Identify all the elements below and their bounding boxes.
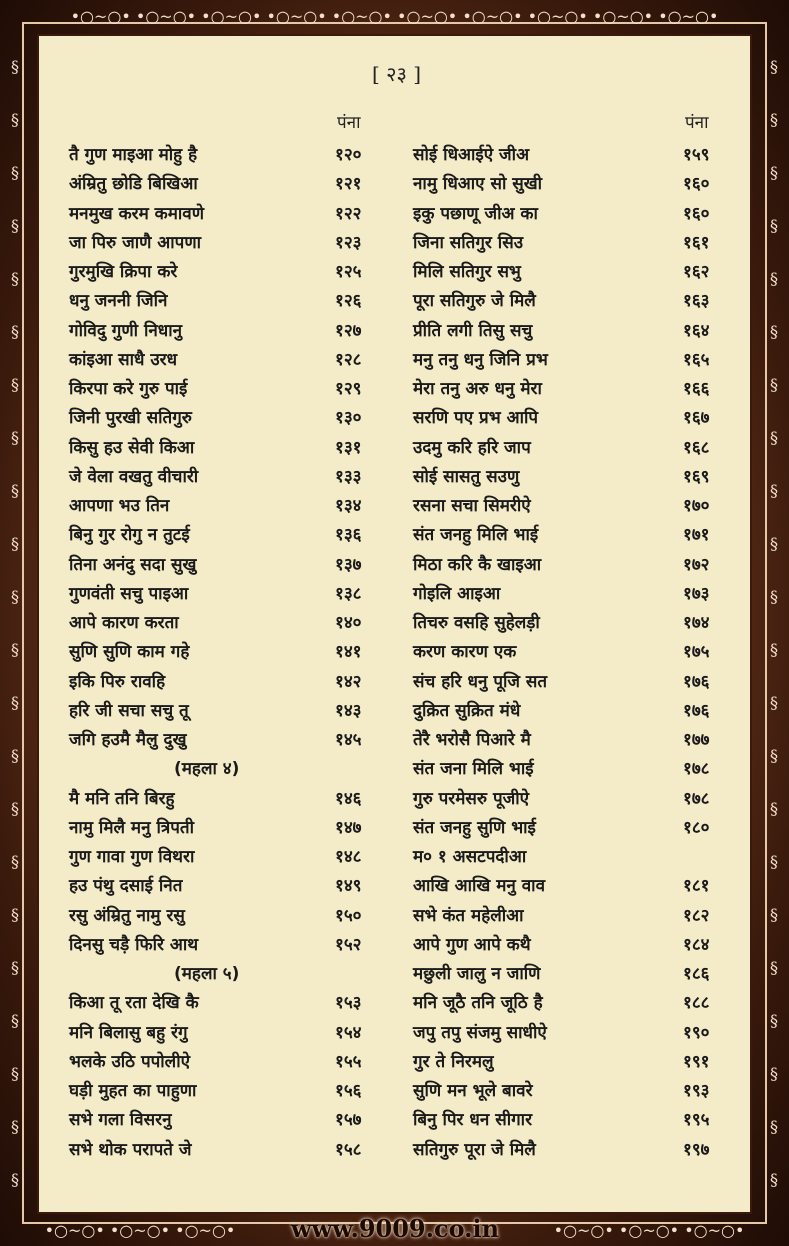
left_column-entry-page: १५७ [335, 1110, 362, 1131]
right_column-entry-title: सुणि मन भूले बावरे [413, 1081, 533, 1101]
right_column-entry-page: १९५ [683, 1110, 710, 1131]
right_column-entry-page: १९१ [683, 1051, 710, 1072]
left_column-entry-title: हरि जी सचा सचु तू [69, 700, 189, 721]
left_column-entry-title: कांइआ साधै उरध [69, 349, 178, 370]
left_column-entry-page: १५८ [335, 1139, 362, 1160]
right_column-entry-title: मिलि सतिगुर सभु [413, 262, 521, 282]
right_column-entry-title: नामु धिआए सो सुखी [413, 174, 543, 195]
left_column-entry-page: १२५ [335, 262, 362, 282]
right_column-entry-title: संत जनहु मिलि भाई [413, 525, 539, 546]
right_column-entry-title: तिचरु वसहि सुहेलड़ी [413, 613, 540, 633]
right_column-entry-title: उदमु करि हरि जाप [413, 437, 531, 458]
right_column-entry-title: पूरा सतिगुरु जे मिलै [413, 291, 536, 312]
left_column-entry-title: आपणा भउ तिन [69, 496, 170, 516]
right_column-entry-title: जिना सतिगुर सिउ [413, 232, 524, 253]
left_column-entry-page: १४५ [335, 730, 362, 750]
right_column-entry-page: १६५ [683, 349, 710, 370]
right_column-entry-page: १९३ [683, 1081, 710, 1101]
right_column-entry-page: १६० [683, 174, 710, 195]
left_column-entry-title: आपे कारण करता [69, 613, 179, 633]
left_column-entry-title: जे वेला वखतु वीचारी [69, 466, 199, 487]
right_column-entry-page: १७८ [683, 759, 710, 780]
right_column-entry-page: १६३ [683, 291, 710, 312]
right_column-entry-title: गोइलि आइआ [413, 583, 501, 604]
right_column-entry-page: १६६ [683, 379, 710, 399]
left_column-entry-title: भलके उठि पपोलीऐ [69, 1051, 191, 1072]
left_column-entry-title: गुरमुखि क्रिपा करे [69, 262, 178, 282]
left_column-entry-title: सुणि सुणि काम गहे [69, 642, 190, 663]
right_column-entry-title: तेरै भरोसै पिआरे मै [413, 730, 531, 750]
left_column-entry-title: मनमुख करम कमावणे [69, 203, 205, 224]
right_column-entry-title: रसना सचा सिमरीऐ [413, 496, 531, 516]
left_column-entry-title: जगि हउमै मैलु दुखु [69, 730, 187, 750]
left_column-entry-page: १४१ [335, 642, 362, 663]
left_column-entry-page: १२८ [335, 349, 362, 370]
left_column-entry-title: सभे थोक परापते जे [69, 1139, 192, 1160]
right_column-entry-title: इकु पछाणू जीअ का [413, 203, 538, 224]
right_column-entry-page: १५९ [683, 145, 710, 165]
right_column-entry-title: आपे गुण आपे कथै [413, 934, 531, 955]
right_column-entry-page: १६९ [683, 466, 710, 487]
left_column-entry-page: १२७ [335, 320, 362, 341]
right_column-entry-page: १७४ [683, 613, 710, 633]
right_column-entry-title: मेरा तनु अरु धनु मेरा [413, 379, 542, 399]
right_column-entry-page: १७८ [683, 788, 710, 809]
top-ornament: •○~○• •○~○• •○~○• •○~○• •○~○• •○~○• •○~○• •○~○• •○~○• •○~○• [70, 6, 719, 26]
right_column-entry-title: सोई धिआईऐ जीअ [413, 145, 530, 165]
left_column-entry-title: गुणवंती सचु पाइआ [69, 583, 189, 604]
right_column-entry-title: संत जनहु सुणि भाई [413, 817, 536, 838]
left_column-entry-page: १३३ [335, 466, 362, 487]
left_column-entry-title: (महला ४) [174, 759, 240, 780]
right_column-entry-title: गुर ते निरमलु [413, 1051, 494, 1072]
left_column-entry-title: तिना अनंदु सदा सुखु [69, 554, 197, 575]
index-page [37, 34, 752, 1214]
right_column-entry-title: सभे कंत महेलीआ [413, 905, 524, 926]
left_column-entry-title: रसु अंम्रितु नामु रसु [69, 905, 185, 926]
left_column-entry-title: अंम्रितु छोडि बिखिआ [69, 174, 198, 195]
right_column-entry-page: १८० [683, 817, 710, 838]
right_column-entry-page: १६८ [683, 437, 710, 458]
left_column-entry-title: धनु जननी जिनि [69, 291, 168, 312]
right_column-entry-page: १६२ [683, 262, 710, 282]
right_column-entry-title: सोई सासतु सउणु [413, 466, 520, 487]
right_column-entry-title: करण कारण एक [413, 642, 517, 663]
left_column-entry-page: १५४ [335, 1022, 362, 1043]
left_column-entry-title: इकि पिरु रावहि [69, 671, 166, 692]
left_column-entry-title: गोविदु गुणी निधानु [69, 320, 183, 341]
right_column-entry-title: संत जना मिलि भाई [413, 759, 534, 780]
left_column-entry-page: १३६ [335, 525, 362, 546]
right_column-entry-page: १८८ [683, 993, 710, 1014]
left_column-entry-page: १२१ [335, 174, 362, 195]
right_column-entry-title: मछुली जालु न जाणि [413, 964, 541, 984]
right_column-entry-page: १८४ [683, 934, 710, 955]
right_column-entry-page: १६१ [683, 232, 710, 253]
left_column-entry-title: किसु हउ सेवी किआ [69, 437, 195, 458]
website-url: www.9009.co.in [290, 1214, 500, 1243]
left_column-entry-page: १४३ [335, 700, 362, 721]
right_column-entry-title: मिठा करि कै खाइआ [413, 554, 542, 575]
right_column-entry-title: सरणि पए प्रभ आपि [413, 408, 539, 429]
left_column-entry-page: १३७ [335, 554, 362, 575]
left_column-entry-page: १५६ [335, 1081, 362, 1101]
right_column-entry-page: १८१ [683, 876, 710, 897]
left_column-entry-title: जा पिरु जाणै आपणा [69, 232, 202, 253]
left_column-entry-title: सभे गला विसरनु [69, 1110, 172, 1131]
right_column-entry-title: मनु तनु धनु जिनि प्रभ [413, 349, 548, 370]
left_column-entry-title: मनि बिलासु बहु रंगु [69, 1022, 188, 1043]
bottom-ornament: •○~○• •○~○• •○~○• •○~○• •○~○• •○~○• [44, 1220, 745, 1240]
left_column-entry-page: १२९ [335, 379, 362, 399]
right_column-entry-title: प्रीति लगी तिसु सचु [413, 320, 533, 341]
left_column-entry-title: किरपा करे गुरु पाई [69, 379, 188, 399]
left_column-entry-page: १५५ [335, 1051, 362, 1072]
left_column-entry-title: (महला ५) [174, 964, 240, 984]
left_column-entry-page: १५० [335, 905, 362, 926]
right_column-entry-title: मनि जूठै तनि जूठि है [413, 993, 543, 1014]
right-column-heading: पंना [685, 113, 709, 133]
right_column-entry-title: आखि आखि मनु वाव [413, 876, 546, 897]
left_column-entry-title: दिनसु चड़ै फिरि आथ [69, 934, 199, 955]
right_column-entry-page: १८६ [683, 964, 710, 984]
right_column-entry-title: दुक्रित सुक्रित मंधे [413, 700, 521, 721]
left_column-entry-page: १५३ [335, 993, 362, 1014]
left_column-entry-page: १३४ [335, 496, 362, 516]
left_column-entry-page: १४९ [335, 876, 362, 897]
left_column-entry-page: १२० [335, 145, 362, 165]
right_column-entry-page: १७२ [683, 554, 710, 575]
right_column-entry-page: १९७ [683, 1139, 710, 1160]
left_column-entry-page: १२३ [335, 232, 362, 253]
right_column-entry-page: १८२ [683, 905, 710, 926]
right_column-entry-page: १७७ [683, 730, 710, 750]
left_column-entry-page: १४० [335, 613, 362, 633]
right_column-entry-title: जपु तपु संजमु साधीऐ [413, 1022, 547, 1043]
right_column-entry-page: १७६ [683, 671, 710, 692]
left_column-entry-title: घड़ी मुहत का पाहुणा [69, 1081, 197, 1101]
left_column-entry-title: मै मनि तनि बिरहु [69, 788, 175, 809]
right_column-entry-title: संच हरि धनु पूजि सत [413, 671, 548, 692]
left_column-entry-title: बिनु गुर रोगु न तुटई [69, 525, 190, 546]
right_column-entry-page: १९० [683, 1022, 710, 1043]
right_column-entry-title: गुरु परमेसरु पूजीऐ [413, 788, 530, 809]
left_column-entry-page: १५२ [335, 934, 362, 955]
right_column-entry-title: सतिगुरु पूरा जे मिलै [413, 1139, 536, 1160]
left_column-entry-page: १४६ [335, 788, 362, 809]
left_column-entry-page: १३८ [335, 583, 362, 604]
right_column-entry-page: १७३ [683, 583, 710, 604]
right_column-entry-title: बिनु पिर धन सीगार [413, 1110, 533, 1131]
left_column-entry-page: १३० [335, 408, 362, 429]
page-number: [ २३ ] [371, 62, 422, 86]
left_column-entry-title: तै गुण माइआ मोहु है [69, 145, 198, 165]
left_column-entry-title: हउ पंथु दसाई नित [69, 876, 183, 897]
right_column-entry-page: १६४ [683, 320, 710, 341]
left_column-entry-title: गुण गावा गुण विथरा [69, 847, 195, 867]
right_column-entry-page: १६७ [683, 408, 710, 429]
right_column-entry-page: १७१ [683, 525, 710, 546]
left_column-entry-page: १४२ [335, 671, 362, 692]
left_column-entry-page: १२६ [335, 291, 362, 312]
left_column-entry-title: किआ तू रता देखि कै [69, 993, 199, 1014]
right_column-entry-page: १७६ [683, 700, 710, 721]
left_column-entry-page: १४८ [335, 847, 362, 867]
right_column-entry-page: १६० [683, 203, 710, 224]
right_column-entry-page: १७५ [683, 642, 710, 663]
left_column-entry-page: १४७ [335, 817, 362, 838]
left-ornament: § § § § § § § § § § § § § § § § § § § § § § [11, 57, 19, 1189]
right-ornament: § § § § § § § § § § § § § § § § § § § § § § [770, 57, 778, 1189]
left-column-heading: पंना [337, 113, 361, 133]
right_column-entry-title: म० १ असटपदीआ [413, 847, 527, 867]
left_column-entry-page: १३१ [335, 437, 362, 458]
left_column-entry-title: जिनी पुरखी सतिगुरु [69, 408, 192, 429]
left_column-entry-page: १२२ [335, 203, 362, 224]
left_column-entry-title: नामु मिलै मनु त्रिपती [69, 817, 194, 838]
right_column-entry-page: १७० [683, 496, 710, 516]
